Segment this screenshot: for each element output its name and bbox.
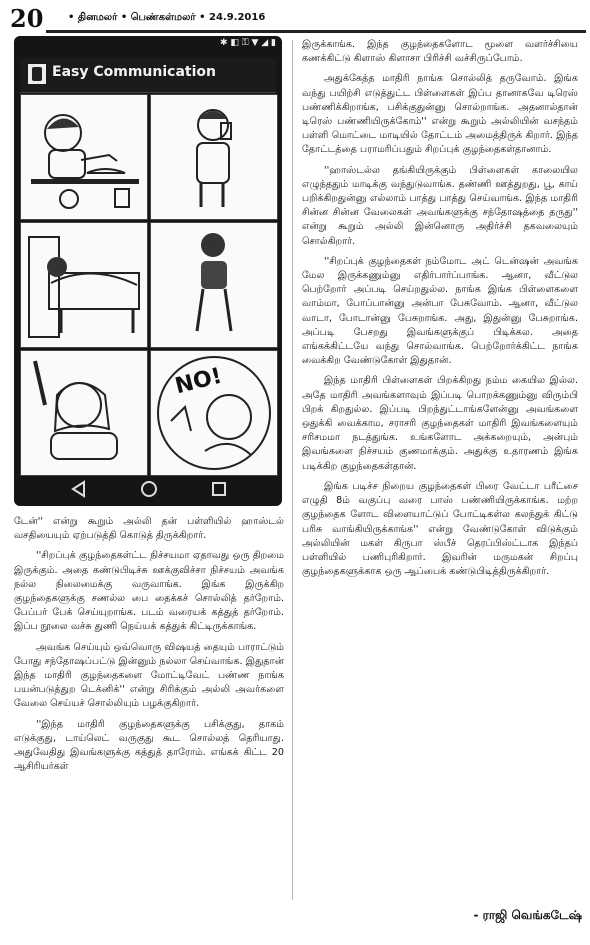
app-title: Easy Communication <box>52 64 216 80</box>
page-number: 20 <box>10 4 44 33</box>
raise-hand-icon <box>21 351 147 475</box>
paragraph: ''ஹாஸ்டல்ல தங்கியிருக்கும் பிள்ளைகள் காலையில எழுந்ததும் மாடிக்கு வந்துடுவாங்க. தண்ணி ஊத்துறது, பூ, காய் பறிக்கிறதுன்னு எல்லாம் பாத்து பாத்து செய்வாங்க. இந்த மாதிரி சின்ன சின்ன வேலைகள் அவங்களுக்கு சந்தோஷத்தை தருது'' என்று கூறும் அல்லி இன்னொரு அதிர்ச்சி தகவலையும் சொல்கிறார். <box>302 164 578 247</box>
picture-grid <box>20 94 276 474</box>
paragraph: இந்த மாதிரி பிள்ளைகள் பிறக்கிறது நம்ம கையில இல்ல. அதே மாதிரி அவங்களாவும் இப்படி பொறக்கணும்னு விரும்பி பிறக் கிறதுல்ல. இப்படி பிறந்துட்டாங்களேன்னு அவங்களை ஒதுக்கி வைக்காம, சராசரி குழந்தைகள் மாதிரி இவங்களையும் சரிசமமா நடத்துங்க. உங்களோட அக்கறையும், அன்பும் இவங்களை நிச்சயம் குணமாக்கும். அதுக்கு உதாரணம் இங்க படிக்கிற குழந்தைகள்தான். <box>302 375 578 472</box>
raise-hand-tile[interactable] <box>20 350 148 476</box>
app-bar <box>20 58 276 93</box>
drinking-child-icon <box>151 95 277 219</box>
drinking-tile[interactable] <box>150 94 278 220</box>
bed-icon <box>21 223 147 347</box>
paragraph: இருக்காங்க. இந்த குழந்தைகளோட மூளை வளர்ச்சியை கணக்கிட்டு கிளாஸ் கிளாசா பிரிச்சி வச்சிருப்போம். <box>302 39 578 65</box>
eating-tile[interactable] <box>20 94 148 220</box>
sleeping-tile[interactable] <box>20 222 148 348</box>
paragraph: டேன்'' என்று கூறும் அல்லி தன் பள்ளியில் ஹாஸ்டல் வசதியையும் ஏற்படுத்தி கொடுத் திருக்கிறார். <box>14 516 284 542</box>
no-tile[interactable] <box>150 350 278 476</box>
column-divider <box>292 40 293 900</box>
status-bar: ✱ ◧ ⚿ ▼ ◢ ▮ <box>220 38 276 48</box>
recent-apps-icon[interactable] <box>210 480 228 498</box>
author-byline: - ராஜி வெங்கடேஷ் <box>473 908 582 922</box>
eating-child-icon <box>21 95 147 219</box>
no-label: NO! <box>172 363 225 400</box>
masthead-text: • தினமலர் • பெண்கள்மலர் • 24.9.2016 <box>68 12 266 23</box>
standing-child-icon <box>151 223 277 347</box>
paragraph: ''சிறப்புக் குழந்தைகள்ட்ட நிச்சயமா ஏதாவது ஒரு திறமை இருக்கும். அதை கண்டுபிடிச்சு ஊக்குவிச்சா நிச்சயம் அவங்க நல்ல நிலைமைக்கு வருவாங்க. இங்க இருக்கிற குழந்தைகளுக்கு சணல்ல பை தைக்கச் சொல்லித் தர்றோம். பேப்பர் பேக் செய்யுறாங்க. படம் வரையக் கத்துத் தர்றோம். இப்ப நூலை வச்சு துணி நெய்யக் கத்துக் கிட்டிருக்காங்க. <box>14 550 284 633</box>
header-rule <box>46 30 586 33</box>
nav-bar <box>20 474 276 504</box>
back-icon[interactable] <box>70 480 88 498</box>
paragraph: ''சிறப்புக் குழந்தைகள் நம்மோட அட் டென்ஷன் அவங்க மேல இருக்கணும்னு எதிர்பார்ப்பாங்க. ஆனா, வீட்டுல பெற்றோர் அப்படி செய்றதுல்ல. நாங்க இங்க பிள்ளைகளை வாம்மா, போப்பான்னு அன்பா பேசுவோம். ஆனா, வீட்டுல வாடா, போடான்னு பேசுறாங்க. அது, இதுன்னு பேசுறாங்க. அப்படி பேசறது இவங்களுக்குப் பிடிக்கல. அதை எங்கக்கிட்டயே வந்து சொல்வாங்க. பெற்றோர்க்கிட்ட நாங்க வைக்கிற வேண்டுகோள் இதுதான். <box>302 255 578 367</box>
article-right-column <box>302 38 578 898</box>
toilet-tile[interactable] <box>150 222 278 348</box>
paragraph: அவங்க செய்யும் ஒவ்வொரு விஷயத் தையும் பாராட்டும் போது சந்தோஷப்பட்டு இன்னும் நல்லா செய்வாங்க. இதுதான் இந்த மாதிரி குழந்தைகளை மோட்டிவேட் பண்ண நாங்க பயன்படுத்துற டெக்னிக்'' என்று சிரிக்கும் அல்லி அவர்களை வேலை செய்யச் சொல்லியும் பழக்குகிறார். <box>14 641 284 710</box>
article-left-column <box>14 515 284 940</box>
paragraph: அதுக்கேத்த மாதிரி நாங்க சொல்லித் தருவோம். இங்க வந்து பயிற்சி எடுத்துட்ட பிள்ளைகள் இப்ப தானாகவே டிரெஸ் பண்ணிக்கிறாங்க, பசிக்குதுன்னு சொல்றாங்க. அதனால்தான் டிரெஸ் பண்ணியிருக்கோம்'' என்று கூறும் அல்லியின் வசந்தம் பள்ளி மொட்டை மாடியில் தோட்டம் அமைத்திருக் கிறார். இந்த தோட்டத்தை பராமரிப்பதும் சிறப்புக் குழந்தைகள்தானாம். <box>302 73 578 156</box>
paragraph: இங்க படிச்ச நிறைய குழந்தைகள் பிரை வேட்டா பரீட்சை எழுதி 8ம் வகுப்பு வரை பாஸ் பண்ணியிருக்காங்க. மற்ற குழந்தைக ளோட விளையாட்டுப் போட்டிகள்ல கலந்துக் கிட்டு பரிசு வாங்கியிருக்காங்க'' என்று வேண்டுகோள் விடுக்கும் அல்லியின் மகள் கிருபா ஸ்பீச் தெரப்பிஸ்ட்டாக இந்தப் பள்ளியில் பணிபுரிகிறார். இவரின் மருமகன் சிறப்பு குழந்தைகளுக்காக ஒரு ஆப்பைக் கண்டுபிடித்திருக்கிறார். <box>302 480 578 578</box>
paragraph: ''இந்த மாதிரி குழந்தைகளுக்கு பசிக்குது, தாகம் எடுக்குது, டாய்லெட் வருகுது கூட சொல்லத் தெரியாது. அதுவேதிது இவங்களுக்கு கத்துத் தாரோம். எங்கக் கிட்ட 20 ஆசிரியர்கள் <box>14 718 284 773</box>
page-header <box>6 4 584 38</box>
phone-screenshot <box>14 36 282 506</box>
home-icon[interactable] <box>140 480 158 498</box>
app-logo-icon <box>28 64 46 84</box>
